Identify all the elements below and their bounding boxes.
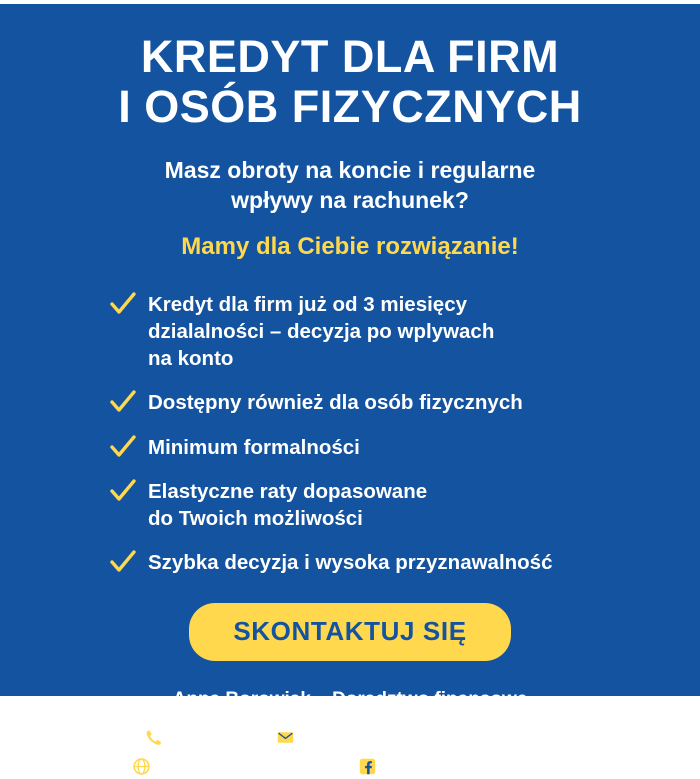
phone-contact[interactable] xyxy=(145,729,251,746)
check-icon xyxy=(110,292,136,316)
contact-details xyxy=(0,729,700,775)
list-item xyxy=(148,291,660,373)
check-icon xyxy=(110,435,136,459)
list-item-line: na konto xyxy=(148,347,234,370)
list-item xyxy=(148,549,660,576)
list-item xyxy=(148,389,660,416)
list-item-text xyxy=(148,389,660,416)
envelope-icon xyxy=(277,729,294,746)
headline-line-2: I OSÓB FIZYCZNYCH xyxy=(118,81,582,133)
benefits-list xyxy=(0,291,700,577)
list-item-line: Elastyczne raty dopasowane xyxy=(148,479,428,503)
list-item-line: Kredyt dla firm już od 3 miesięcy xyxy=(148,292,467,316)
list-item-text xyxy=(148,549,660,576)
list-item-line: dzialalności – decyzja po wplywach xyxy=(148,319,495,343)
facebook-contact[interactable] xyxy=(359,758,567,775)
facebook-text: facebook.com/kredytydlap xyxy=(383,758,567,774)
list-item-text xyxy=(148,291,660,373)
email-text: anna.borowiak@kredyty-borowiak.pl xyxy=(302,729,556,745)
contact-button[interactable]: SKONTAKTUJ SIĘ xyxy=(189,603,510,661)
list-item-line: Dostępny również dla osób fizycznych xyxy=(148,391,523,415)
subheadline-line-1: Masz obroty na koncie i regularne xyxy=(164,156,536,183)
highlight-text: Mamy dla Ciebie rozwiązanie! xyxy=(181,232,519,260)
list-item-line: Szybka decyzja i wysoka przyznawalność xyxy=(148,551,553,575)
check-icon xyxy=(110,479,136,503)
cta-container xyxy=(0,603,700,661)
globe-icon xyxy=(133,758,150,775)
phone-icon xyxy=(145,729,162,746)
check-icon xyxy=(110,550,136,574)
website-text: www.kredyty-borowiak.pl xyxy=(158,758,333,774)
author-name: Anna Borowiak – Doradztwo finansowe xyxy=(172,688,528,710)
list-item xyxy=(148,434,660,461)
check-icon xyxy=(110,390,136,414)
list-item-text xyxy=(148,478,660,533)
page-title xyxy=(0,4,700,133)
headline-line-1: KREDYT DLA FIRM xyxy=(140,31,560,82)
ad-banner xyxy=(0,4,700,774)
list-item-text xyxy=(148,434,660,461)
facebook-icon xyxy=(359,758,376,775)
subheadline xyxy=(0,155,700,216)
phone-text: 796-204-711 xyxy=(169,729,252,745)
website-contact[interactable] xyxy=(133,758,332,775)
list-item xyxy=(148,478,660,533)
contact-row-primary xyxy=(140,729,560,746)
subheadline-line-2: wpływy na rachunek? xyxy=(231,187,469,214)
email-contact[interactable] xyxy=(277,729,555,746)
contact-row-secondary xyxy=(140,758,567,775)
list-item-line: do Twoich możliwości xyxy=(148,507,363,530)
list-item-line: Minimum formalności xyxy=(148,435,360,459)
